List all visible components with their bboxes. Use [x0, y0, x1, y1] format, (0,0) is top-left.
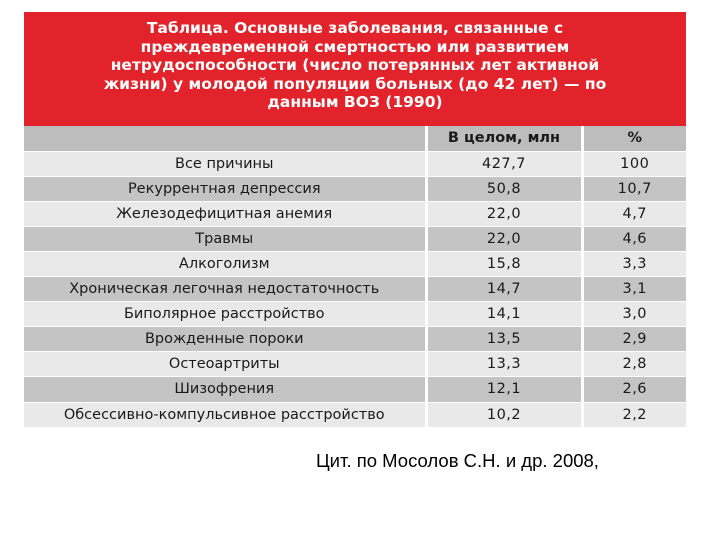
percent-value: 4,7 — [582, 201, 686, 226]
disease-name: Биполярное расстройство — [24, 302, 426, 327]
table-row — [24, 302, 686, 327]
disease-name: Алкоголизм — [24, 251, 426, 276]
disease-name: Обсессивно-компульсивное расстройство — [24, 402, 426, 427]
table-row — [24, 377, 686, 402]
table-row — [24, 277, 686, 302]
column-header-percent: % — [582, 126, 686, 151]
table-title-line: данным ВОЗ (1990) — [267, 93, 443, 112]
percent-value: 3,1 — [582, 277, 686, 302]
percent-value: 2,8 — [582, 352, 686, 377]
table-title — [24, 12, 686, 126]
disease-name: Рекуррентная депрессия — [24, 176, 426, 201]
table-row — [24, 151, 686, 176]
disease-name: Врожденные пороки — [24, 327, 426, 352]
total-value: 22,0 — [426, 201, 582, 226]
table-row — [24, 327, 686, 352]
total-value: 22,0 — [426, 226, 582, 251]
total-value: 427,7 — [426, 151, 582, 176]
percent-value: 100 — [582, 151, 686, 176]
percent-value: 4,6 — [582, 226, 686, 251]
percent-value: 2,2 — [582, 402, 686, 427]
column-header-name — [24, 126, 426, 151]
total-value: 14,7 — [426, 277, 582, 302]
table-title-line: Таблица. Основные заболевания, связанные с — [146, 19, 564, 37]
table-header-row — [24, 126, 686, 151]
table-title-line: нетрудоспособности (число потерянных лет активной — [110, 56, 600, 75]
percent-value: 10,7 — [582, 176, 686, 201]
disease-name: Хроническая легочная недостаточность — [24, 277, 426, 302]
table-title-line: жизни) у молодой популяции больных (до 42 лет) — по — [103, 74, 607, 93]
table-row — [24, 201, 686, 226]
disease-table — [24, 126, 686, 428]
citation-text: Цит. по Мосолов С.Н. и др. 2008, — [316, 450, 599, 471]
percent-value: 3,0 — [582, 302, 686, 327]
total-value: 14,1 — [426, 302, 582, 327]
percent-value: 2,6 — [582, 377, 686, 402]
data-table — [24, 12, 686, 428]
percent-value: 2,9 — [582, 327, 686, 352]
disease-name: Железодефицитная анемия — [24, 201, 426, 226]
table-row — [24, 226, 686, 251]
disease-name: Все причины — [24, 151, 426, 176]
total-value: 13,5 — [426, 327, 582, 352]
total-value: 50,8 — [426, 176, 582, 201]
total-value: 12,1 — [426, 377, 582, 402]
disease-name: Остеоартриты — [24, 352, 426, 377]
total-value: 13,3 — [426, 352, 582, 377]
table-row — [24, 176, 686, 201]
table-title-line: преждевременной смертностью или развитием — [140, 37, 570, 56]
table-row — [24, 352, 686, 377]
total-value: 10,2 — [426, 402, 582, 427]
column-header-total: В целом, млн — [426, 126, 582, 151]
percent-value: 3,3 — [582, 251, 686, 276]
total-value: 15,8 — [426, 251, 582, 276]
table-row — [24, 402, 686, 427]
disease-name: Шизофрения — [24, 377, 426, 402]
disease-name: Травмы — [24, 226, 426, 251]
table-row — [24, 251, 686, 276]
